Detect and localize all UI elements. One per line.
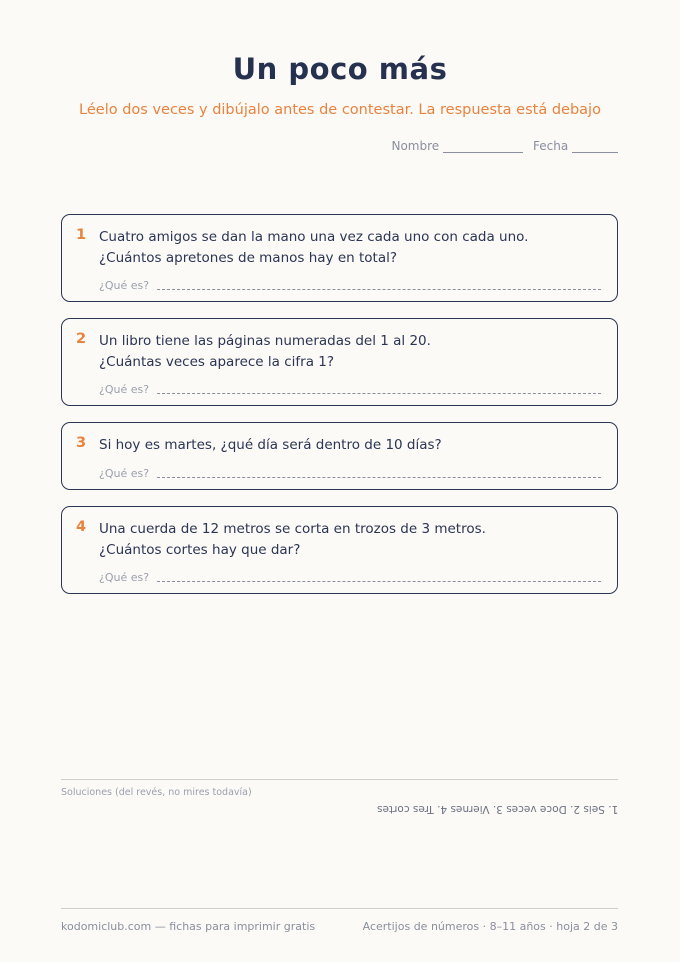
name-date-fields — [391, 139, 618, 153]
question-line: Un libro tiene las páginas numeradas del 1 al 20. — [99, 333, 431, 349]
page-title: Un poco más — [232, 52, 448, 86]
answer-row[interactable] — [99, 279, 601, 292]
date-field[interactable] — [533, 139, 618, 153]
name-field[interactable] — [391, 139, 523, 153]
answer-line[interactable] — [157, 289, 601, 290]
answer-label: ¿Qué es? — [99, 571, 150, 584]
question-line: ¿Cuántos apretones de manos hay en total? — [99, 250, 398, 266]
puzzle-question — [99, 331, 603, 373]
solutions-label: Soluciones (del revés, no mires todavía) — [61, 787, 252, 798]
question-line: ¿Cuántos cortes hay que dar? — [99, 542, 301, 558]
puzzle-card-4 — [61, 506, 618, 594]
question-line: ¿Cuántas veces aparece la cifra 1? — [99, 354, 335, 370]
name-blank[interactable] — [443, 140, 523, 153]
answer-row[interactable] — [99, 571, 601, 584]
question-line: Cuatro amigos se dan la mano una vez cada uno con cada uno. — [99, 229, 529, 245]
answer-label: ¿Qué es? — [99, 383, 150, 396]
date-blank[interactable] — [572, 140, 618, 153]
footer-site: kodomiclub.com — fichas para imprimir gratis — [61, 920, 316, 933]
name-label: Nombre — [391, 139, 440, 153]
puzzle-number: 1 — [76, 227, 87, 243]
question-line: Si hoy es martes, ¿qué día será dentro de 10 días? — [99, 437, 442, 453]
page-subtitle: Léelo dos veces y dibújalo antes de contestar. La respuesta está debajo — [79, 102, 601, 118]
solutions-upside-down: 1. Seis 2. Doce veces 3. Viernes 4. Tres cortes — [376, 803, 618, 815]
answer-label: ¿Qué es? — [99, 467, 150, 480]
puzzle-number: 2 — [76, 331, 87, 347]
puzzle-card-1 — [61, 214, 618, 302]
footer-sheet-info: Acertijos de números · 8–11 años · hoja 2 de 3 — [362, 920, 618, 933]
puzzle-number: 3 — [76, 435, 87, 451]
puzzle-card-2 — [61, 318, 618, 406]
date-label: Fecha — [532, 139, 569, 153]
answer-row[interactable] — [99, 467, 601, 480]
solutions-divider — [61, 779, 618, 780]
puzzle-question — [99, 435, 603, 456]
footer-divider — [61, 908, 618, 909]
answer-label: ¿Qué es? — [99, 279, 150, 292]
puzzle-card-3 — [61, 422, 618, 490]
puzzle-question — [99, 519, 603, 561]
answer-line[interactable] — [157, 581, 601, 582]
answer-line[interactable] — [157, 477, 601, 478]
question-line: Una cuerda de 12 metros se corta en trozos de 3 metros. — [99, 521, 486, 537]
puzzle-number: 4 — [76, 519, 87, 535]
puzzle-question — [99, 227, 603, 269]
answer-line[interactable] — [157, 393, 601, 394]
answer-row[interactable] — [99, 383, 601, 396]
